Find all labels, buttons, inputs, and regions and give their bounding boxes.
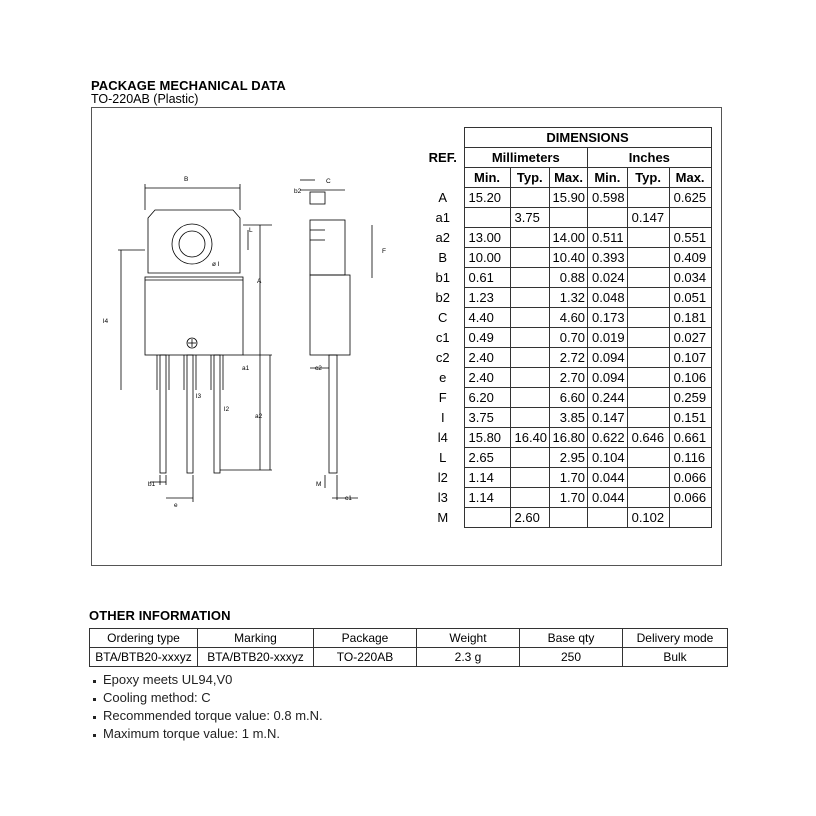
value-cell: 0.094: [588, 348, 628, 368]
label-B: B: [184, 176, 189, 183]
value-cell: 16.80: [550, 428, 588, 448]
table-row: [422, 308, 711, 328]
value-cell: 0.066: [669, 488, 711, 508]
value-cell: 0.551: [669, 228, 711, 248]
value-cell: 0.094: [588, 368, 628, 388]
table-row: [422, 188, 711, 208]
value-cell: 0.511: [588, 228, 628, 248]
value-cell: [510, 408, 550, 428]
value-cell: 2.95: [550, 448, 588, 468]
other-info-table: [89, 628, 728, 667]
dimensions-header: DIMENSIONS: [464, 128, 711, 148]
label-c1: c1: [345, 495, 352, 502]
other-header: Weight: [417, 629, 520, 648]
value-cell: [627, 268, 669, 288]
value-cell: 1.14: [464, 488, 510, 508]
value-cell: [510, 348, 550, 368]
value-cell: 1.32: [550, 288, 588, 308]
value-cell: 0.625: [669, 188, 711, 208]
value-cell: 6.60: [550, 388, 588, 408]
value-cell: 1.70: [550, 468, 588, 488]
value-cell: 0.116: [669, 448, 711, 468]
value-cell: 0.104: [588, 448, 628, 468]
label-F: F: [382, 248, 386, 255]
value-cell: [627, 468, 669, 488]
label-c2: c2: [315, 365, 322, 372]
value-cell: 0.259: [669, 388, 711, 408]
value-cell: [550, 508, 588, 528]
ref-header: REF.: [428, 150, 457, 165]
value-cell: [627, 368, 669, 388]
table-row: [422, 328, 711, 348]
table-row: [422, 508, 711, 528]
value-cell: 0.044: [588, 468, 628, 488]
value-cell: 3.75: [464, 408, 510, 428]
ref-cell: A: [438, 190, 448, 205]
table-row: [422, 368, 711, 388]
value-cell: [510, 388, 550, 408]
label-b1: b1: [148, 481, 156, 488]
value-cell: 6.20: [464, 388, 510, 408]
label-L: L: [249, 227, 253, 234]
col-header: Max.: [550, 168, 588, 188]
value-cell: 0.244: [588, 388, 628, 408]
notes-list: [100, 671, 323, 743]
ref-cell: L: [439, 450, 447, 465]
value-cell: [627, 228, 669, 248]
col-header: Typ.: [627, 168, 669, 188]
ref-cell: F: [438, 390, 447, 405]
ref-cell: b1: [435, 270, 450, 285]
value-cell: 0.622: [588, 428, 628, 448]
other-header: Base qty: [520, 629, 623, 648]
value-cell: [627, 188, 669, 208]
table-row: [422, 268, 711, 288]
value-cell: [627, 388, 669, 408]
value-cell: 3.75: [510, 208, 550, 228]
value-cell: [627, 248, 669, 268]
value-cell: 1.23: [464, 288, 510, 308]
value-cell: 2.40: [464, 348, 510, 368]
value-cell: [464, 508, 510, 528]
value-cell: 3.85: [550, 408, 588, 428]
value-cell: 0.024: [588, 268, 628, 288]
ref-cell: B: [438, 250, 448, 265]
other-cell: Bulk: [623, 648, 728, 667]
other-header: Delivery mode: [623, 629, 728, 648]
ref-cell: l2: [437, 470, 448, 485]
value-cell: 0.598: [588, 188, 628, 208]
value-cell: [627, 308, 669, 328]
value-cell: 0.102: [627, 508, 669, 528]
col-header: Min.: [588, 168, 628, 188]
value-cell: 0.107: [669, 348, 711, 368]
label-l4: l4: [103, 318, 109, 325]
value-cell: [510, 448, 550, 468]
value-cell: [464, 208, 510, 228]
value-cell: 2.60: [510, 508, 550, 528]
label-C: C: [326, 178, 331, 185]
value-cell: 0.393: [588, 248, 628, 268]
package-drawing: [100, 170, 400, 510]
ref-cell: b2: [435, 290, 450, 305]
ref-cell: M: [437, 510, 449, 525]
value-cell: [588, 508, 628, 528]
inches-header: Inches: [588, 148, 712, 168]
table-row: [422, 228, 711, 248]
value-cell: 0.173: [588, 308, 628, 328]
millimeters-header: Millimeters: [464, 148, 588, 168]
other-cell: BTA/BTB20-xxxyz: [198, 648, 314, 667]
other-cell: 250: [520, 648, 623, 667]
ref-cell: l4: [437, 430, 448, 445]
table-row: [422, 408, 711, 428]
value-cell: 2.70: [550, 368, 588, 388]
page-subtitle: TO-220AB (Plastic): [91, 92, 199, 106]
value-cell: 2.72: [550, 348, 588, 368]
value-cell: 0.034: [669, 268, 711, 288]
value-cell: 2.65: [464, 448, 510, 468]
value-cell: 0.70: [550, 328, 588, 348]
other-header: Marking: [198, 629, 314, 648]
value-cell: [627, 488, 669, 508]
value-cell: 0.051: [669, 288, 711, 308]
value-cell: [627, 348, 669, 368]
other-cell: TO-220AB: [314, 648, 417, 667]
value-cell: 0.106: [669, 368, 711, 388]
value-cell: 0.147: [588, 408, 628, 428]
value-cell: [627, 288, 669, 308]
ref-cell: I: [440, 410, 445, 425]
value-cell: 0.151: [669, 408, 711, 428]
col-header: Min.: [464, 168, 510, 188]
value-cell: 0.181: [669, 308, 711, 328]
other-cell: BTA/BTB20-xxxyz: [90, 648, 198, 667]
value-cell: 0.066: [669, 468, 711, 488]
value-cell: 13.00: [464, 228, 510, 248]
ref-cell: e: [439, 370, 447, 385]
label-b2: b2: [294, 188, 302, 195]
value-cell: [510, 308, 550, 328]
value-cell: [510, 228, 550, 248]
value-cell: [669, 208, 711, 228]
label-A: A: [257, 278, 262, 285]
other-header: Ordering type: [90, 629, 198, 648]
value-cell: 16.40: [510, 428, 550, 448]
value-cell: [510, 288, 550, 308]
value-cell: [510, 268, 550, 288]
value-cell: 0.49: [464, 328, 510, 348]
value-cell: 4.60: [550, 308, 588, 328]
table-row: [422, 248, 711, 268]
value-cell: 14.00: [550, 228, 588, 248]
value-cell: 15.20: [464, 188, 510, 208]
other-header: Package: [314, 629, 417, 648]
value-cell: [588, 208, 628, 228]
table-row: [422, 388, 711, 408]
table-row: [422, 428, 711, 448]
label-a1: a1: [242, 365, 250, 372]
value-cell: 1.70: [550, 488, 588, 508]
value-cell: 10.00: [464, 248, 510, 268]
value-cell: 0.027: [669, 328, 711, 348]
value-cell: 0.147: [627, 208, 669, 228]
table-row: [422, 448, 711, 468]
value-cell: [627, 328, 669, 348]
table-row: [422, 208, 711, 228]
ref-cell: c1: [435, 330, 450, 345]
value-cell: [550, 208, 588, 228]
list-item: Maximum torque value: 1 m.N.: [100, 725, 323, 743]
value-cell: [510, 368, 550, 388]
value-cell: 0.646: [627, 428, 669, 448]
value-cell: 0.88: [550, 268, 588, 288]
list-item: Recommended torque value: 0.8 m.N.: [100, 707, 323, 725]
value-cell: [510, 328, 550, 348]
value-cell: 2.40: [464, 368, 510, 388]
label-I: ø I: [212, 261, 220, 268]
label-a2: a2: [255, 413, 263, 420]
label-l3: l3: [196, 393, 202, 400]
other-info-title: OTHER INFORMATION: [89, 608, 231, 623]
table-row: [422, 288, 711, 308]
label-e: e: [174, 502, 178, 509]
value-cell: [627, 408, 669, 428]
value-cell: 0.409: [669, 248, 711, 268]
value-cell: 1.14: [464, 468, 510, 488]
value-cell: 0.61: [464, 268, 510, 288]
ref-cell: C: [438, 310, 448, 325]
table-row: [422, 488, 711, 508]
page-title: PACKAGE MECHANICAL DATA: [91, 78, 286, 93]
list-item: Cooling method: C: [100, 689, 323, 707]
ref-cell: a2: [435, 230, 450, 245]
value-cell: 15.90: [550, 188, 588, 208]
value-cell: 15.80: [464, 428, 510, 448]
value-cell: 0.661: [669, 428, 711, 448]
value-cell: 0.044: [588, 488, 628, 508]
value-cell: 0.019: [588, 328, 628, 348]
value-cell: [669, 508, 711, 528]
table-row: [422, 348, 711, 368]
value-cell: [510, 488, 550, 508]
value-cell: [510, 468, 550, 488]
label-l2: l2: [224, 406, 230, 413]
list-item: Epoxy meets UL94,V0: [100, 671, 323, 689]
value-cell: 10.40: [550, 248, 588, 268]
value-cell: [510, 188, 550, 208]
dimensions-table: [422, 127, 712, 528]
label-M: M: [316, 481, 322, 488]
value-cell: 0.048: [588, 288, 628, 308]
value-cell: [510, 248, 550, 268]
other-cell: 2.3 g: [417, 648, 520, 667]
value-cell: 4.40: [464, 308, 510, 328]
value-cell: [627, 448, 669, 468]
ref-cell: a1: [435, 210, 450, 225]
col-header: Typ.: [510, 168, 550, 188]
col-header: Max.: [669, 168, 711, 188]
ref-cell: l3: [437, 490, 448, 505]
table-row: [422, 468, 711, 488]
ref-cell: c2: [435, 350, 450, 365]
